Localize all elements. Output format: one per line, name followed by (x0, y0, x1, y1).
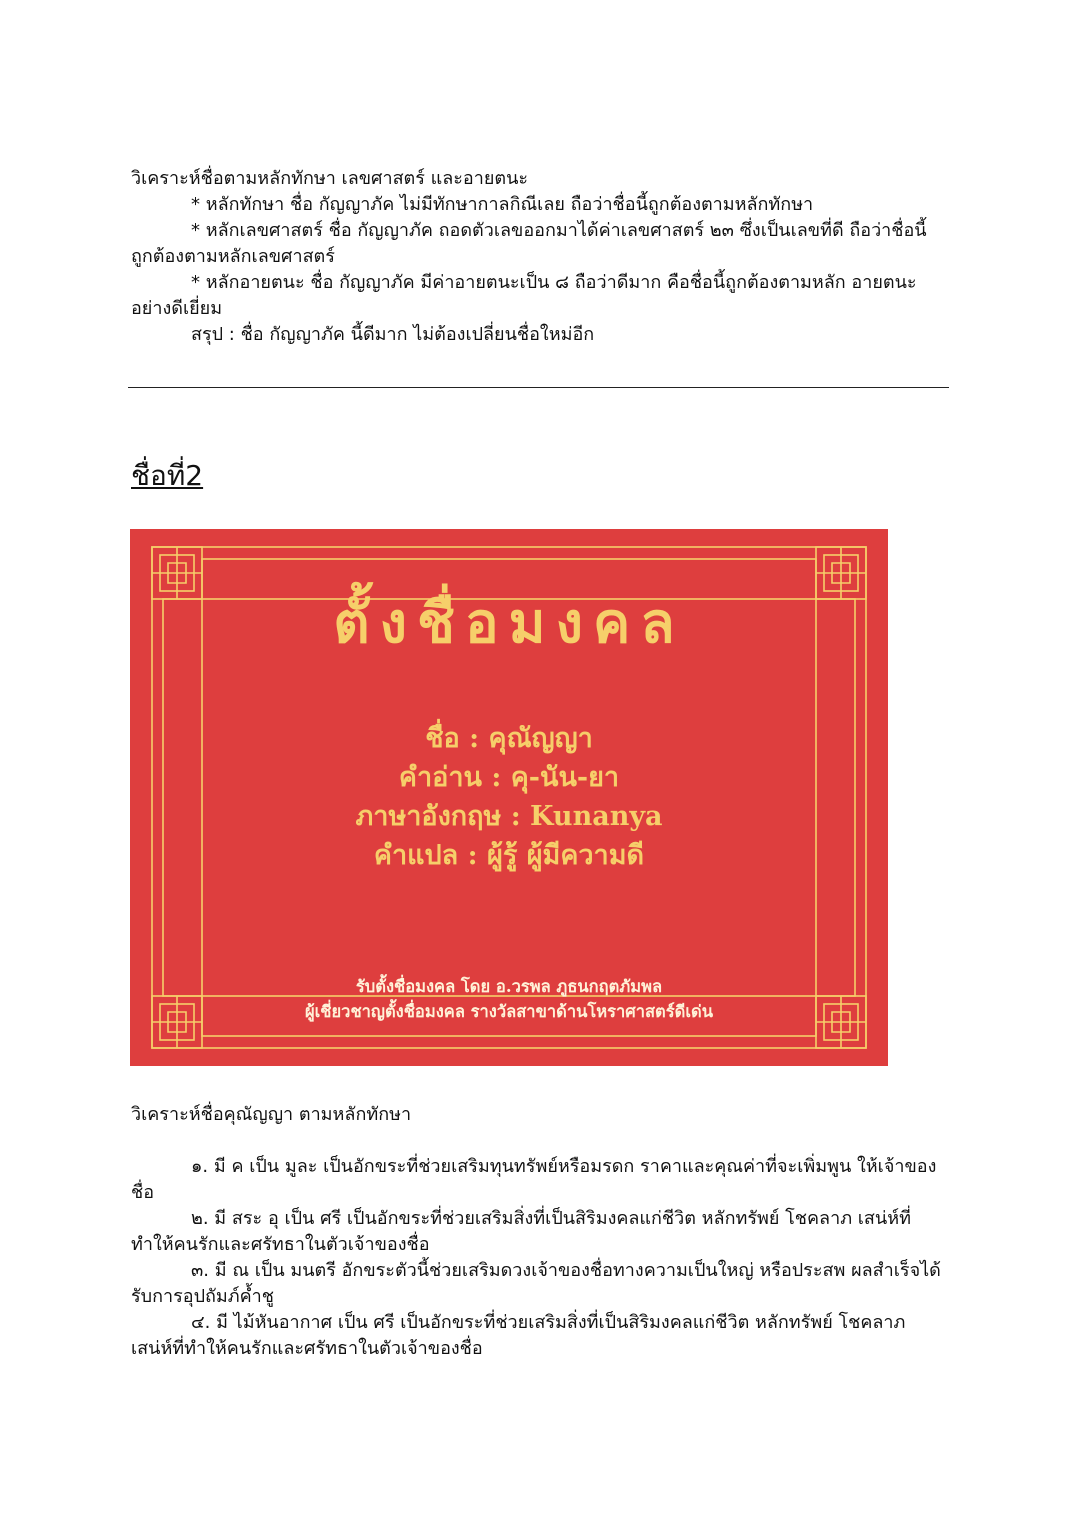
card-name-line: ชื่อ : คุณัญญา (425, 723, 593, 754)
blank-line (131, 1128, 941, 1154)
card-footer (130, 974, 888, 1024)
card-meaning-line: คำแปล : ผู้รู้ ผู้มีความดี (373, 840, 645, 871)
analysis-item: ๒. มี สระ อุ เป็น ศรี เป็นอักขระที่ช่วยเสริมสิ่งที่เป็นสิริมงคลแก่ชีวิต หลักทรัพย์ โชคลาภ เสน่ห์ที่ทำให้คนรักและศรัทธาในตัวเจ้าของชื่อ (131, 1208, 911, 1255)
analysis-paragraph: * หลักเลขศาสตร์ ชื่อ กัญญาภัค ถอดตัวเลขออกมาได้ค่าเลขศาสตร์ ๒๓ ซึ่งเป็นเลขที่ดี ถือว่าชื่อนี้ถูกต้องตามหลักเลขศาสตร์ (131, 220, 927, 267)
card-footer-line: รับตั้งชื่อมงคล โดย อ.วรพล ภูธนกฤตภัมพล (355, 977, 663, 996)
card-reading-line: คำอ่าน : คุ-นัน-ยา (398, 762, 620, 793)
analysis-summary: สรุป : ชื่อ กัญญาภัค นี้ดีมาก ไม่ต้องเปลี่ยนชื่อใหม่อีก (191, 324, 595, 345)
name-card-image (130, 529, 888, 1066)
analysis-title: วิเคราะห์ชื่อคุณัญญา ตามหลักทักษา (131, 1104, 412, 1125)
card-title: ตั้งชื่อมงคล (333, 591, 685, 656)
card-english-line: ภาษาอังกฤษ : Kunanya (355, 801, 663, 832)
analysis-section-2 (131, 1102, 941, 1362)
analysis-item: ๑. มี ค เป็น มูละ เป็นอักขระที่ช่วยเสริมทุนทรัพย์หรือมรดก ราคาและคุณค่าที่จะเพิ่มพูน ให้เจ้าของชื่อ (131, 1156, 937, 1203)
horizontal-divider (128, 387, 949, 388)
analysis-section-1 (131, 166, 941, 348)
analysis-paragraph: * หลักอายตนะ ชื่อ กัญญาภัค มีค่าอายตนะเป็น ๘ ถือว่าดีมาก คือชื่อนี้ถูกต้องตามหลัก อายตนะอย่างดีเยี่ยม (131, 272, 917, 319)
analysis-item: ๔. มี ไม้หันอากาศ เป็น ศรี เป็นอักขระที่ช่วยเสริมสิ่งที่เป็นสิริมงคลแก่ชีวิต หลักทรัพย์ โชคลาภ เสน่ห์ที่ทำให้คนรักและศรัทธาในตัวเจ้าของชื่อ (131, 1312, 906, 1359)
analysis-paragraph: * หลักทักษา ชื่อ กัญญาภัค ไม่มีทักษากาลกิณีเลย ถือว่าชื่อนี้ถูกต้องตามหลักทักษา (191, 194, 814, 215)
card-footer-line: ผู้เชี่ยวชาญตั้งชื่อมงคล รางวัลสาขาด้านโหราศาสตร์ดีเด่น (305, 1002, 713, 1021)
card-details (130, 719, 888, 875)
analysis-title: วิเคราะห์ชื่อตามหลักทักษา เลขศาสตร์ และอายตนะ (131, 168, 529, 189)
analysis-item: ๓. มี ณ เป็น มนตรี อักขระตัวนี้ช่วยเสริมดวงเจ้าของชื่อทางความเป็นใหญ่ หรือประสพ ผลสำเร็จได้รับการอุปถัมภ์ค้ำชู (131, 1260, 941, 1307)
section-heading: ชื่อที่2 (131, 459, 204, 492)
